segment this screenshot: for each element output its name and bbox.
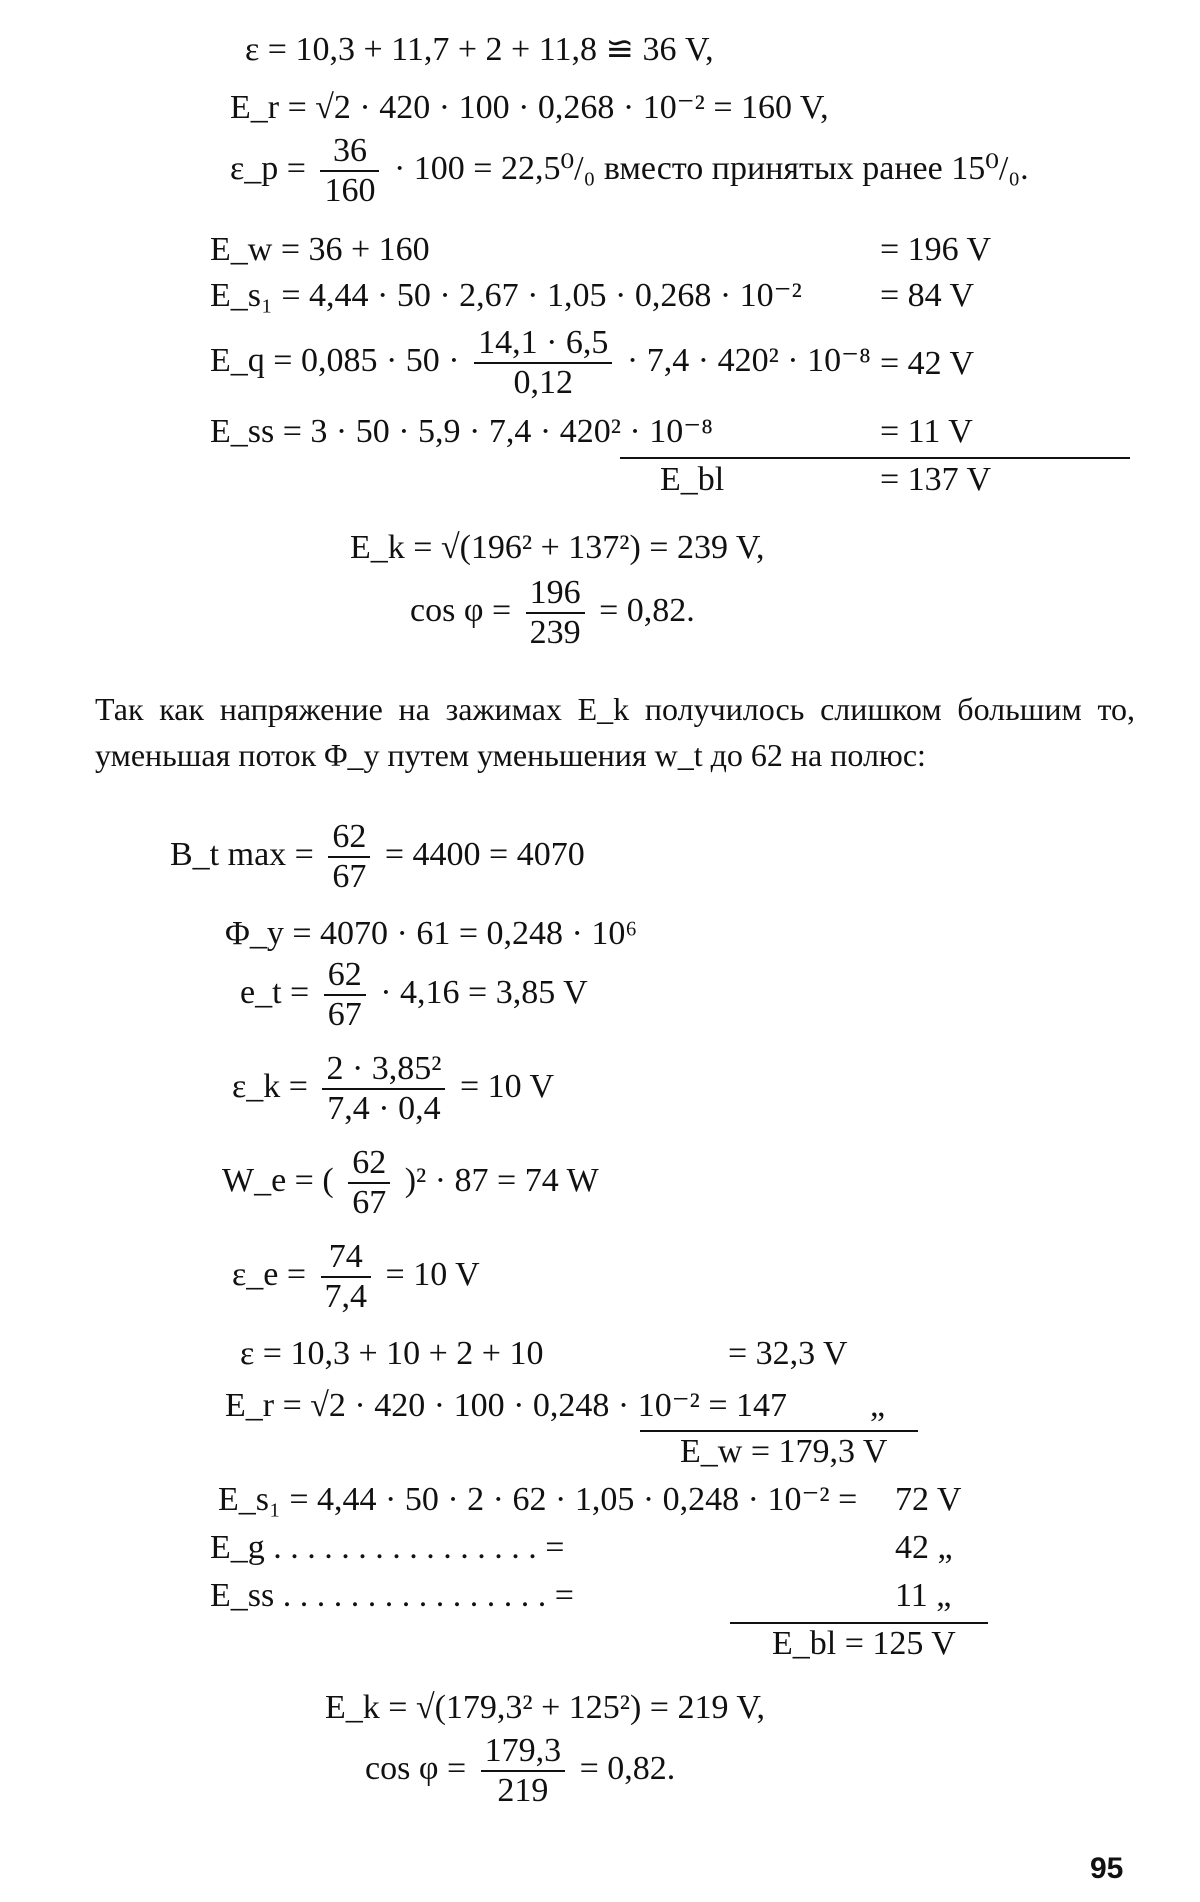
eq-ebl-right: = 137 V [880,461,992,498]
eq-eq [210,324,871,402]
eq-cos2 [365,1732,675,1810]
eq-ep-fraction [320,132,379,210]
eq-et-right: · 4,16 = 3,85 V [380,973,588,1011]
eq-ep-left: ε_p = [230,149,306,187]
eq-eg-right: 42 „ [895,1529,953,1566]
eq-ek: E_k = √(196² + 137²) = 239 V, [350,529,765,566]
eq-er2-left: E_r = √2 · 420 · 100 · 0,248 · 10⁻² = 147 [225,1387,788,1424]
eq-et-left: e_t = [240,973,310,1011]
frac-den: 67 [332,858,367,895]
eq-et-fraction [324,956,366,1034]
eq-eps2-right: = 32,3 V [728,1335,848,1372]
text-paragraph: Так как напряжение на зажимах E_k получилось слишком большим то, уменьшая поток Φ_y путем уменьшения w_t до 62 на полюс: [95,691,1135,773]
eq-eg-left: E_g . . . . . . . . . . . . . . . . = [210,1529,565,1566]
frac-num: 62 [348,1144,390,1184]
eq-phi: Φ_y = 4070 · 61 = 0,248 · 10⁶ [225,915,638,952]
frac-den: 219 [497,1772,549,1809]
eq-ee [232,1238,480,1316]
eq-ek-small-right: = 10 V [459,1067,555,1105]
eq-ee-right: = 10 V [385,1255,480,1293]
frac-den: 67 [327,996,362,1033]
page-number: 95 [1090,1852,1124,1885]
eq-ek2: E_k = √(179,3² + 125²) = 219 V, [325,1689,766,1726]
eq-we-left: W_e = ( [222,1161,334,1199]
eq-ebl2: E_bl = 125 V [772,1625,956,1662]
eq-btmax [170,818,585,896]
frac-num: 62 [328,818,370,858]
frac-num: 62 [324,956,366,996]
sum-rule-1 [620,457,1130,459]
eq-cos2-fraction [481,1732,566,1810]
eq-ess2-left: E_ss . . . . . . . . . . . . . . . . = [210,1577,574,1614]
eq-we-right: )² · 87 = 74 W [404,1161,599,1199]
eq-er: E_r = √2 · 420 · 100 · 0,268 · 10⁻² = 160 V, [230,89,829,126]
eq-ee-fraction [321,1238,372,1316]
eq-ew-left: E_w = 36 + 160 [210,231,430,268]
eq-es1-right: = 84 V [880,277,975,314]
eq-ew2: E_w = 179,3 V [680,1433,888,1470]
eq-ebl-left: E_bl [660,461,725,498]
frac-num: 196 [526,574,585,614]
frac-den: 7,4 · 0,4 [327,1090,441,1127]
eq-btmax-fraction [328,818,370,896]
eq-cos2-right: = 0,82. [579,1749,676,1787]
eq-ep-right: · 100 = 22,5⁰/₀ вместо принятых ранее 15⁰/₀. [393,149,1029,187]
frac-num: 74 [321,1238,372,1278]
eq-es1-left: E_s₁ = 4,44 · 50 · 2,67 · 1,05 · 0,268 · 10⁻² [210,277,802,314]
eq-es1b-left: E_s₁ = 4,44 · 50 · 2 · 62 · 1,05 · 0,248 · 10⁻² = [218,1481,858,1518]
eq-we [222,1144,599,1222]
eq-er2-right: „ [870,1387,886,1424]
eq-ek-small-left: ε_k = [232,1067,308,1105]
eq-es1b-right: 72 V [895,1481,962,1518]
eq-btmax-left: B_t max = [170,835,314,873]
frac-num: 14,1 · 6,5 [474,324,612,364]
eq-cos-right: = 0,82. [599,591,695,629]
eq-ep [230,132,1029,210]
eq-eq-mid: · 7,4 · 420² · 10⁻⁸ [626,341,871,379]
eq-cos [410,574,695,652]
eq-cos-left: cos φ = [410,591,512,629]
eq-ess2-right: 11 „ [895,1577,952,1614]
eq-ek-small-fraction [322,1050,445,1128]
eq-ek-small [232,1050,554,1128]
frac-den: 160 [324,172,376,209]
eq-ew-right: = 196 V [880,231,992,268]
frac-den: 239 [529,614,581,651]
eq-ee-left: ε_e = [232,1255,307,1293]
frac-den: 7,4 [324,1278,368,1315]
eq-btmax-right: = 4400 = 4070 [384,835,585,873]
eq-cos2-left: cos φ = [365,1749,467,1787]
eq-eq-left: E_q = 0,085 · 50 · [210,341,460,379]
frac-num: 36 [320,132,379,172]
eq-epsilon-sum: ε = 10,3 + 11,7 + 2 + 11,8 ≌ 36 V, [245,31,714,68]
eq-et [240,956,588,1034]
eq-we-fraction [348,1144,390,1222]
eq-ess-left: E_ss = 3 · 50 · 5,9 · 7,4 · 420² · 10⁻⁸ [210,413,714,450]
eq-cos-fraction [526,574,585,652]
frac-num: 2 · 3,85² [322,1050,445,1090]
frac-num: 179,3 [481,1732,566,1772]
eq-eps2-left: ε = 10,3 + 10 + 2 + 10 [240,1335,544,1372]
frac-den: 0,12 [513,364,573,401]
frac-den: 67 [352,1184,387,1221]
eq-eq-fraction [474,324,612,402]
eq-ess-right: = 11 V [880,413,973,450]
eq-eq-right: = 42 V [880,345,975,382]
